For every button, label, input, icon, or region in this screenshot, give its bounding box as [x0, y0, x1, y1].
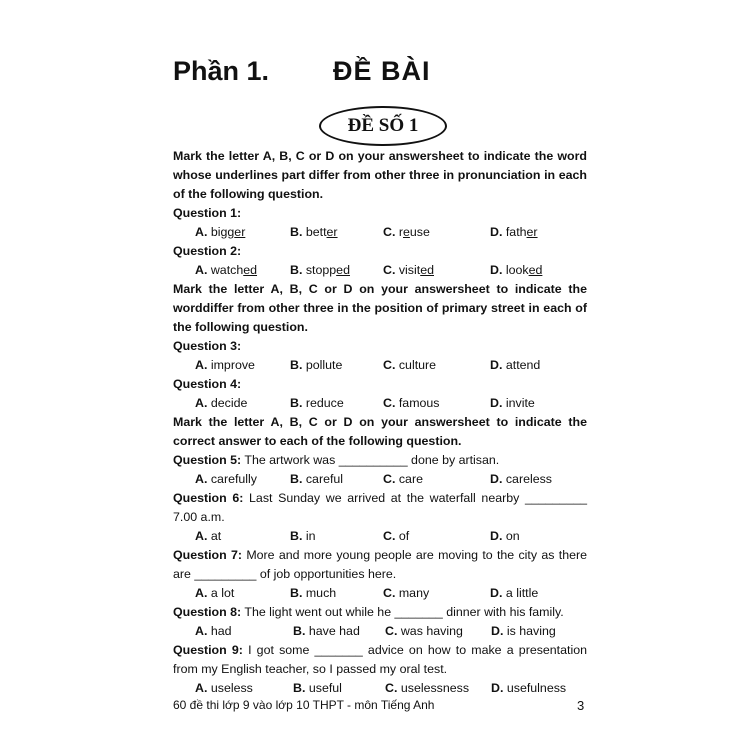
question-text: The light went out while he _______ dinner with his family.: [244, 605, 564, 619]
option-b: B. have had: [293, 624, 360, 638]
question-7: [173, 546, 587, 603]
instruction-stress: Mark the letter A, B, C or D on your answersheet to indicate the worddiffer from other three in the position of primary street in each of the following question.: [173, 282, 587, 334]
question-4: [173, 375, 587, 413]
options-row: [173, 679, 587, 698]
option-a: A. carefully: [195, 472, 257, 486]
option-d: D. on: [490, 529, 520, 543]
options-row: [173, 622, 587, 641]
question-1: [173, 204, 587, 242]
exam-number-badge: [319, 106, 447, 146]
option-a: A. had: [195, 624, 232, 638]
options-row: [173, 527, 587, 546]
option-b: B. better: [290, 225, 338, 239]
option-a: A. a lot: [195, 586, 235, 600]
question-text: The artwork was __________ done by artisan.: [244, 453, 500, 467]
option-c: C. care: [383, 472, 423, 486]
option-a: A. at: [195, 529, 222, 543]
question-label: Question 9:: [173, 643, 243, 657]
option-a: A. improve: [195, 358, 255, 372]
option-d: D. careless: [490, 472, 552, 486]
option-b: B. useful: [293, 681, 342, 695]
option-d: D. attend: [490, 358, 541, 372]
footer-book-title: 60 đề thi lớp 9 vào lớp 10 THPT - môn Tiếng Anh: [173, 698, 435, 712]
option-d: D. father: [490, 225, 538, 239]
question-text: Last Sunday we arrived at the waterfall nearby _________ 7.00 a.m.: [173, 491, 587, 524]
footer-page-number: 3: [577, 698, 585, 713]
option-c: C. reuse: [383, 225, 430, 239]
options-row: [173, 356, 587, 375]
question-6: [173, 489, 587, 546]
question-label: Question 3:: [173, 339, 242, 353]
option-d: D. usefulness: [491, 681, 567, 695]
question-text: More and more young people are moving to the city as there are _________ of job opportunities here.: [173, 548, 587, 581]
option-b: B. reduce: [290, 396, 344, 410]
option-b: B. much: [290, 586, 337, 600]
part-title: ĐỀ BÀI: [333, 56, 431, 86]
option-d: D. a little: [490, 586, 539, 600]
option-a: A. decide: [195, 396, 248, 410]
options-row: [173, 394, 587, 413]
question-text: I got some _______ advice on how to make a presentation from my English teacher, so I passed my oral test.: [173, 643, 587, 676]
option-c: C. culture: [383, 358, 437, 372]
question-5: [173, 451, 587, 489]
instruction-correct-answer: Mark the letter A, B, C or D on your answersheet to indicate the correct answer to each of the following question.: [173, 415, 587, 448]
option-b: B. careful: [290, 472, 344, 486]
options-row: [173, 223, 587, 242]
question-9: [173, 641, 587, 698]
option-c: C. many: [383, 586, 430, 600]
question-8: [173, 603, 587, 641]
option-c: C. of: [383, 529, 410, 543]
option-b: B. stopped: [290, 263, 350, 277]
option-c: C. famous: [383, 396, 440, 410]
option-d: D. invite: [490, 396, 535, 410]
exam-content: [173, 147, 587, 698]
question-2: [173, 242, 587, 280]
options-row: [173, 261, 587, 280]
option-c: C. visited: [383, 263, 434, 277]
option-a: A. watched: [195, 263, 258, 277]
question-label: Question 4:: [173, 377, 242, 391]
options-row: [173, 584, 587, 603]
option-b: B. in: [290, 529, 316, 543]
option-c: C. was having: [385, 624, 463, 638]
option-d: D. is having: [491, 624, 556, 638]
question-label: Question 7:: [173, 548, 243, 562]
question-label: Question 1:: [173, 206, 242, 220]
instruction-pronunciation: Mark the letter A, B, C or D on your answersheet to indicate the word whose underlines part differ from other three in pronunciation in each of the following question.: [173, 149, 587, 201]
option-a: A. useless: [195, 681, 253, 695]
question-3: [173, 337, 587, 375]
part-label: Phần 1.: [173, 56, 270, 86]
options-row: [173, 470, 587, 489]
question-label: Question 8:: [173, 605, 242, 619]
question-label: Question 6:: [173, 491, 244, 505]
question-label: Question 2:: [173, 244, 242, 258]
exam-number-label: ĐỀ SỐ 1: [347, 115, 419, 136]
option-d: D. looked: [490, 263, 543, 277]
option-b: B. pollute: [290, 358, 343, 372]
option-a: A. bigger: [195, 225, 246, 239]
question-label: Question 5:: [173, 453, 242, 467]
option-c: C. uselessness: [385, 681, 470, 695]
